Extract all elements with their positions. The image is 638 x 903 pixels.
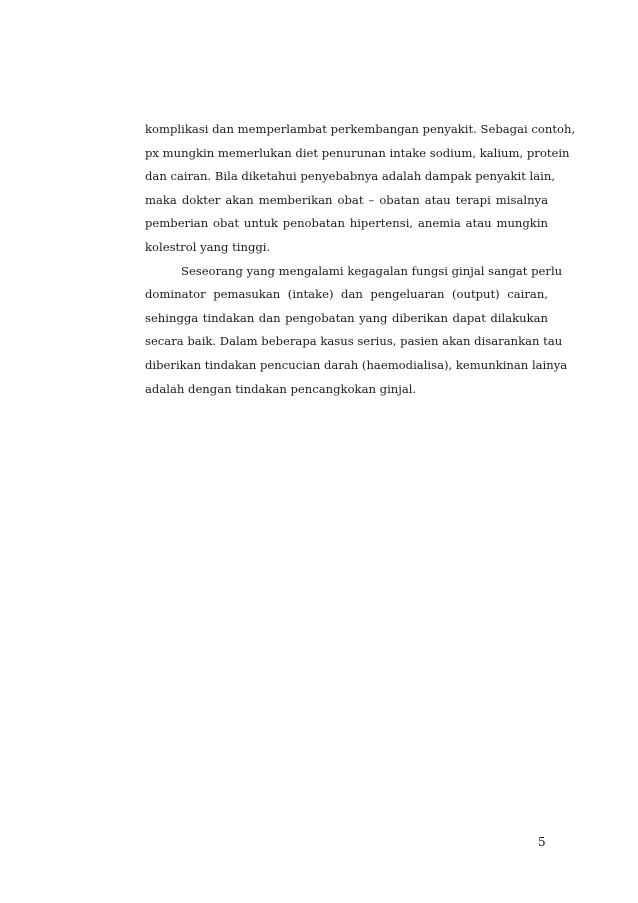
text-line: px mungkin memerlukan diet penurunan intake sodium, kalium, protein: [145, 145, 570, 160]
paragraph-2: [145, 260, 568, 402]
text-line: dominator pemasukan (intake) dan pengeluaran (output) cairan,: [145, 287, 548, 302]
text-line: sehingga tindakan dan pengobatan yang diberikan dapat dilakukan: [145, 310, 548, 325]
text-line: maka dokter akan memberikan obat – obatan atau terapi misalnya: [145, 192, 548, 207]
text-line: pemberian obat untuk penobatan hipertensi, anemia atau mungkin: [145, 216, 548, 231]
paragraph-1: [145, 118, 576, 260]
page-number: 5: [538, 835, 546, 849]
text-line: adalah dengan tindakan pencangkokan ginjal.: [145, 381, 417, 396]
body-text: [145, 118, 576, 401]
text-line: dan cairan. Bila diketahui penyebabnya adalah dampak penyakit lain,: [145, 169, 556, 184]
text-line: kolestrol yang tinggi.: [145, 239, 271, 254]
text-line: komplikasi dan memperlambat perkembangan penyakit. Sebagai contoh,: [145, 122, 576, 136]
text-line: diberikan tindakan pencucian darah (haemodialisa), kemunkinan lainya: [145, 357, 568, 372]
text-line: Seseorang yang mengalami kegagalan fungsi ginjal sangat perlu: [181, 263, 563, 278]
text-line: secara baik. Dalam beberapa kasus serius, pasien akan disarankan tau: [145, 334, 563, 349]
